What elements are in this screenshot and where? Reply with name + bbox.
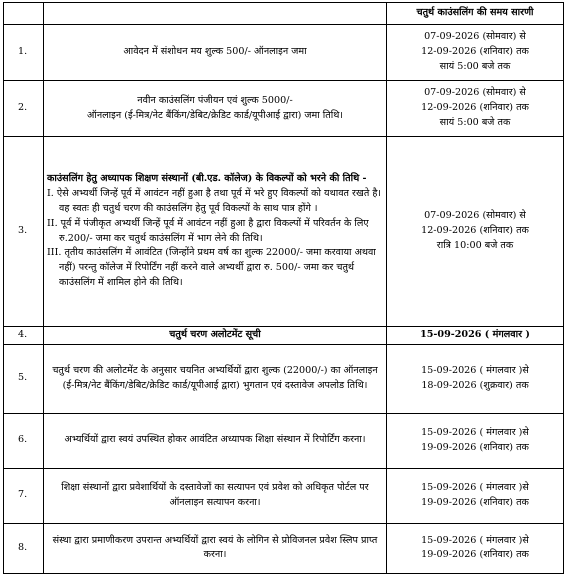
table-row: [4, 468, 564, 523]
row-dates: 15-09-2026 ( मंगलवार )से 19-09-2026 (शनिवार) तक: [387, 523, 564, 573]
row-dates: 07-09-2026 (सोमवार) से 12-09-2026 (शनिवार) तक सायं 5:00 बजे तक: [387, 25, 564, 81]
row-description: आवेदन में संशोधन मय शुल्क 500/- ऑनलाइन जमा: [44, 25, 387, 81]
serial-number: 6.: [4, 413, 44, 468]
table-header-row: [4, 3, 564, 25]
row-description: चतुर्थ चरण अलोटमेंट सूची: [44, 327, 387, 345]
row-dates: 15-09-2026 ( मंगलवार ): [387, 327, 564, 345]
row-dates: 07-09-2026 (सोमवार) से 12-09-2026 (शनिवार) तक रात्रि 10:00 बजे तक: [387, 137, 564, 327]
serial-number: 4.: [4, 327, 44, 345]
serial-number: 8.: [4, 523, 44, 573]
serial-number: 2.: [4, 81, 44, 137]
table-row: [4, 327, 564, 345]
table-row: [4, 523, 564, 573]
row-dates: 15-09-2026 ( मंगलवार )से 19-09-2026 (शनिवार) तक: [387, 468, 564, 523]
list-item: I. ऐसे अभ्यर्थी जिन्हें पूर्व में आवंटन नहीं हुआ है तथा पूर्व में भरे हुए विकल्पों को यथावत रखते है। वह स्वतः ही चतुर्थ चरण की काउंसलिंग हेतु पूर्व विकल्पों के साथ पात्र होंगे ।: [47, 187, 382, 214]
serial-number: 1.: [4, 25, 44, 81]
table-row: [4, 137, 564, 327]
table-row: [4, 25, 564, 81]
list-item: II. पूर्व में पंजीकृत अभ्यर्थी जिन्हें पूर्व में आवंटन नहीं हुआ है द्वारा विकल्पों में परिवर्तन के लिए रु.200/- जमा कर चतुर्थ काउंसलिंग में भाग लेने की तिथि।: [47, 217, 369, 244]
schedule-title: चतुर्थ काउंसलिंग की समय सारणी: [387, 3, 564, 25]
row-description: [44, 137, 387, 327]
row-dates: 15-09-2026 ( मंगलवार )से 18-09-2026 (शुक्रवार) तक: [387, 344, 564, 413]
table-row: [4, 413, 564, 468]
row-description: अभ्यर्थियों द्वारा स्वयं उपस्थित होकर आवंटित अध्यापक शिक्षा संस्थान में रिपोर्टिंग करना।: [44, 413, 387, 468]
row-description: संस्था द्वारा प्रमाणीकरण उपरान्त अभ्यर्थियों द्वारा स्वयं के लोगिन से प्रोविजनल प्रवेश स्लिप प्राप्त करना।: [44, 523, 387, 573]
table-row: [4, 344, 564, 413]
table-row: [4, 81, 564, 137]
row-description: नवीन काउंसलिंग पंजीयन एवं शुल्क 5000/- ऑनलाइन (ई-मित्र/नेट बैंकिंग/डेबिट/क्रेडिट कार्ड/यूपीआई द्वारा) जमा तिथि।: [44, 81, 387, 137]
option-list: [47, 187, 383, 291]
list-item: III. तृतीय काउंसलिंग में आवंटित (जिन्होंने प्रथम वर्ष का शुल्क 22000/- जमा करवाया अथवा नहीं) परन्तु कॉलेज में रिपोर्टिंग नहीं करने वाले अभ्यर्थी द्वारा रु. 500/- जमा कर चतुर्थ काउंसलिंग में शामिल होने की तिथि।: [47, 247, 376, 289]
row-dates: 15-09-2026 ( मंगलवार )से 19-09-2026 (शनिवार) तक: [387, 413, 564, 468]
row-description: चतुर्थ चरण की अलोटमेंट के अनुसार चयनित अभ्यर्थियों द्वारा शुल्क (22000/-) का ऑनलाइन (ई-मित्र/नेट बैंकिंग/डेबिट/क्रेडिट कार्ड/यूपीआई द्वारा) भुगतान एवं दस्तावेज अपलोड तिथि।: [44, 344, 387, 413]
serial-number: 5.: [4, 344, 44, 413]
serial-number: 3.: [4, 137, 44, 327]
row-dates: 07-09-2026 (सोमवार) से 12-09-2026 (शनिवार) तक सायं 5:00 बजे तक: [387, 81, 564, 137]
section-heading: काउंसलिंग हेतु अध्यापक शिक्षण संस्थानों (बी.एड. कॉलेज) के विकल्पों को भरने की तिथि -: [47, 173, 367, 185]
row-description: शिक्षा संस्थानों द्वारा प्रवेशार्थियों के दस्तावेजों का सत्यापन एवं प्रवेश को अधिकृत पोर्टल पर ऑनलाइन सत्यापन करना।: [44, 468, 387, 523]
counselling-schedule-table: [3, 2, 564, 574]
serial-number: 7.: [4, 468, 44, 523]
